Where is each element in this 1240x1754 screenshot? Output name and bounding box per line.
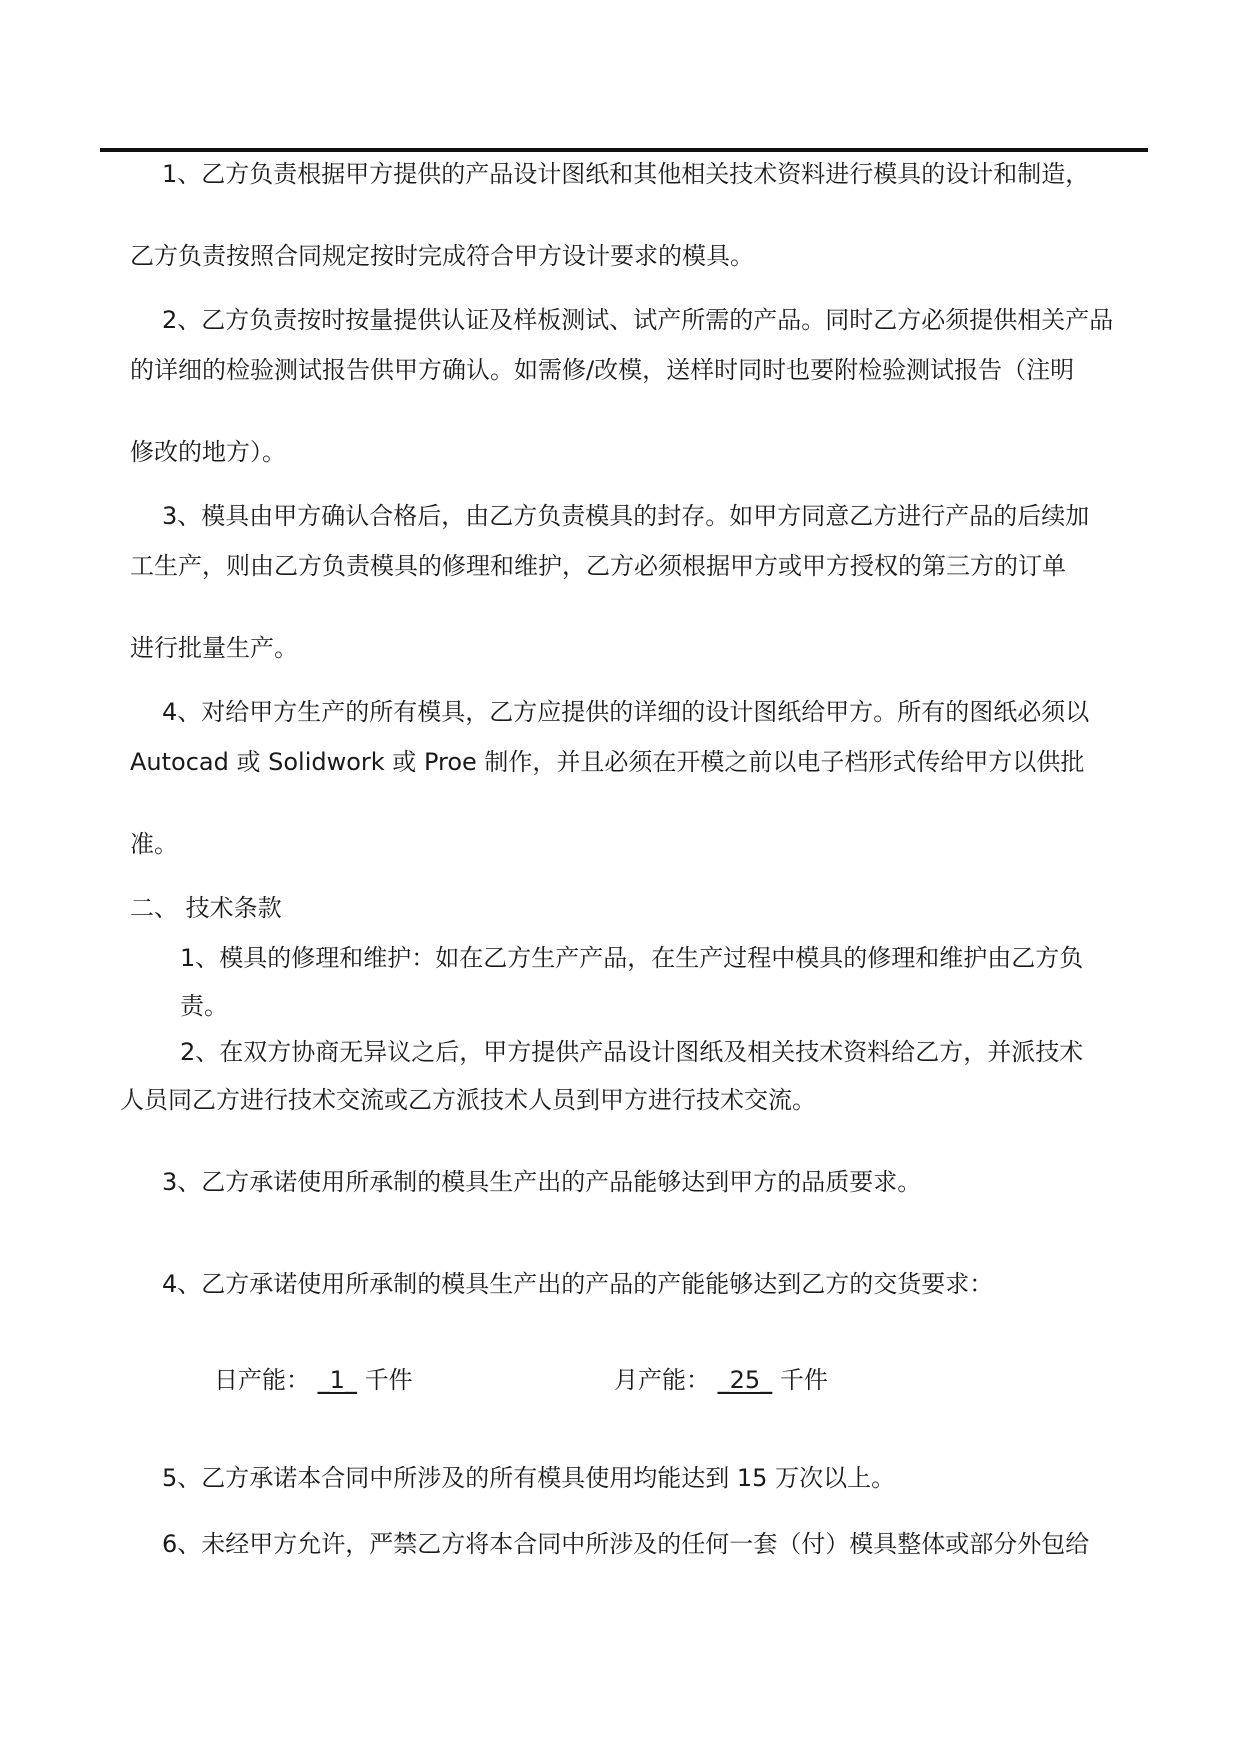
tech-term-6: 6、未经甲方允许，严禁乙方将本合同中所涉及的任何一套（付）模具整体或部分外包给 <box>162 1530 1090 1558</box>
daily-capacity <box>214 1364 413 1396</box>
monthly-capacity-unit: 千件 <box>779 1366 828 1394</box>
daily-capacity-value: _1_ <box>317 1366 357 1394</box>
clause-4-line-1: 4、对给甲方生产的所有模具，乙方应提供的详细的设计图纸给甲方。所有的图纸必须以 <box>162 698 1090 726</box>
clause-3-line-2: 工生产，则由乙方负责模具的修理和维护，乙方必须根据甲方或甲方授权的第三方的订单 <box>130 552 1066 580</box>
daily-capacity-unit: 千件 <box>364 1366 413 1394</box>
header-rule <box>100 148 1148 152</box>
clause-3-line-1: 3、模具由甲方确认合格后，由乙方负责模具的封存。如甲方同意乙方进行产品的后续加 <box>162 502 1090 530</box>
tech-term-1-line-1: 1、模具的修理和维护：如在乙方生产产品，在生产过程中模具的修理和维护由乙方负 <box>180 944 1084 972</box>
tech-term-4: 4、乙方承诺使用所承制的模具生产出的产品的产能能够达到乙方的交货要求： <box>162 1270 994 1298</box>
monthly-capacity-value: _25_ <box>717 1366 773 1394</box>
section-2-heading: 二、 技术条款 <box>130 894 282 922</box>
tech-term-2-line-2: 人员同乙方进行技术交流或乙方派技术人员到甲方进行技术交流。 <box>120 1086 816 1114</box>
monthly-capacity-label: 月产能： <box>614 1366 710 1394</box>
tech-term-5: 5、乙方承诺本合同中所涉及的所有模具使用均能达到 15 万次以上。 <box>162 1464 896 1492</box>
tech-term-1-line-2: 责。 <box>180 992 228 1020</box>
tech-term-3: 3、乙方承诺使用所承制的模具生产出的产品能够达到甲方的品质要求。 <box>162 1168 922 1196</box>
clause-1-line-1: 1、乙方负责根据甲方提供的产品设计图纸和其他相关技术资料进行模具的设计和制造， <box>162 160 1090 188</box>
clause-4-line-2: Autocad 或 Solidwork 或 Proe 制作，并且必须在开模之前以电子档形式传给甲方以供批 <box>130 748 1085 776</box>
clause-2-line-2: 的详细的检验测试报告供甲方确认。如需修/改模，送样时同时也要附检验测试报告（注明 <box>130 356 1075 384</box>
monthly-capacity <box>614 1364 828 1396</box>
clause-3-line-3: 进行批量生产。 <box>130 634 298 662</box>
clause-2-line-1: 2、乙方负责按时按量提供认证及样板测试、试产所需的产品。同时乙方必须提供相关产品 <box>162 306 1114 334</box>
clause-1-line-2: 乙方负责按照合同规定按时完成符合甲方设计要求的模具。 <box>130 242 754 270</box>
tech-term-2-line-1: 2、在双方协商无异议之后，甲方提供产品设计图纸及相关技术资料给乙方，并派技术 <box>180 1038 1084 1066</box>
daily-capacity-label: 日产能： <box>214 1366 310 1394</box>
clause-2-line-3: 修改的地方）。 <box>130 438 286 466</box>
clause-4-line-3: 准。 <box>130 830 178 858</box>
